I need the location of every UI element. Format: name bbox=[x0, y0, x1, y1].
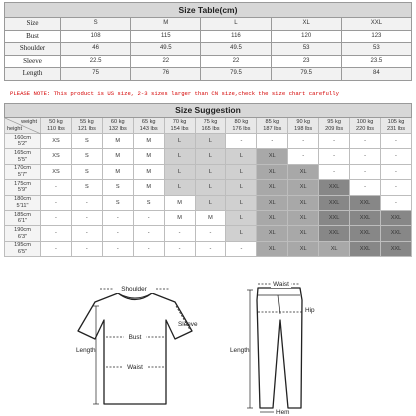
size-suggestion-cell: - bbox=[41, 195, 72, 210]
size-suggestion-cell: - bbox=[226, 134, 257, 149]
size-suggestion-cell: XXL bbox=[319, 210, 350, 225]
height-cm: 180cm bbox=[14, 196, 31, 203]
size-suggestion-cell: - bbox=[102, 226, 133, 241]
size-suggestion-cell: - bbox=[319, 164, 350, 179]
size-suggestion-cell: - bbox=[41, 241, 72, 256]
size-suggestion-cell: M bbox=[102, 164, 133, 179]
size-suggestion-cell: S bbox=[71, 180, 102, 195]
size-suggestion-cell: S bbox=[71, 149, 102, 164]
weight-kg: 100 kg bbox=[356, 119, 374, 125]
row-label-bust: Bust bbox=[5, 30, 61, 43]
size-suggestion-cell: XXL bbox=[350, 195, 381, 210]
shirt-length-label: Length bbox=[76, 347, 96, 354]
table-cell: 46 bbox=[61, 43, 131, 56]
size-column-l: L bbox=[201, 18, 271, 31]
table-cell: 53 bbox=[341, 43, 411, 56]
table-cell: 120 bbox=[271, 30, 341, 43]
size-suggestion-cell: - bbox=[257, 134, 288, 149]
table-cell: 108 bbox=[61, 30, 131, 43]
weight-header-cell bbox=[71, 118, 102, 134]
size-suggestion-cell: - bbox=[195, 226, 226, 241]
size-suggestion-cell: XL bbox=[257, 149, 288, 164]
size-suggestion-cell: L bbox=[226, 164, 257, 179]
size-suggestion-cell: XL bbox=[257, 241, 288, 256]
size-suggestion-cell: - bbox=[319, 149, 350, 164]
table-row bbox=[5, 241, 412, 256]
size-suggestion-cell: - bbox=[102, 210, 133, 225]
size-suggestion-cell: L bbox=[226, 180, 257, 195]
size-suggestion-cell: - bbox=[288, 134, 319, 149]
size-suggestion-cell: XXL bbox=[350, 226, 381, 241]
size-suggestion-cell: XL bbox=[257, 195, 288, 210]
size-suggestion-cell: XS bbox=[41, 164, 72, 179]
height-header-cell bbox=[5, 226, 41, 241]
table-cell: 75 bbox=[61, 68, 131, 81]
size-suggestion-cell: XS bbox=[41, 149, 72, 164]
weight-lbs: 220 lbs bbox=[355, 125, 375, 132]
height-header-cell bbox=[5, 180, 41, 195]
size-suggestion-cell: S bbox=[71, 164, 102, 179]
height-ft: 5'2" bbox=[17, 141, 28, 148]
weight-lbs: 154 lbs bbox=[170, 125, 189, 132]
size-suggestion-cell: L bbox=[164, 164, 195, 179]
size-column-m: M bbox=[131, 18, 201, 31]
row-label-shoulder: Shoulder bbox=[5, 43, 61, 56]
weight-lbs: 209 lbs bbox=[325, 125, 344, 132]
table-row bbox=[5, 210, 412, 225]
height-ft: 5'7" bbox=[17, 171, 28, 178]
size-suggestion-cell: - bbox=[102, 241, 133, 256]
size-suggestion-cell: M bbox=[133, 164, 164, 179]
size-table-title: Size Table(cm) bbox=[5, 3, 412, 18]
pants-waist-label: Waist bbox=[273, 281, 289, 288]
weight-header-cell bbox=[257, 118, 288, 134]
size-suggestion-cell: XXL bbox=[380, 210, 411, 225]
table-row bbox=[5, 55, 412, 68]
size-suggestion-cell: L bbox=[195, 134, 226, 149]
size-column-header: Size bbox=[5, 18, 61, 31]
weight-kg: 60 kg bbox=[110, 119, 125, 125]
row-label-sleeve: Sleeve bbox=[5, 55, 61, 68]
table-cell: 76 bbox=[131, 68, 201, 81]
sleeve-label: Sleeve bbox=[178, 321, 198, 328]
bust-label: Bust bbox=[128, 334, 142, 341]
size-suggestion-table bbox=[4, 103, 412, 257]
weight-kg: 105 kg bbox=[387, 119, 405, 125]
size-suggestion-cell: XXL bbox=[350, 210, 381, 225]
weight-height-corner bbox=[5, 118, 41, 134]
table-cell: 79.5 bbox=[201, 68, 271, 81]
size-suggestion-cell: - bbox=[380, 180, 411, 195]
size-suggestion-cell: L bbox=[226, 226, 257, 241]
size-suggestion-cell: S bbox=[71, 134, 102, 149]
height-ft: 6'1" bbox=[17, 218, 28, 225]
size-suggestion-cell: - bbox=[319, 134, 350, 149]
weight-header-cell bbox=[133, 118, 164, 134]
height-header-cell bbox=[5, 149, 41, 164]
weight-header-cell bbox=[288, 118, 319, 134]
weight-lbs: 165 lbs bbox=[201, 125, 220, 132]
tshirt-diagram bbox=[76, 284, 198, 404]
table-row bbox=[5, 43, 412, 56]
table-cell: 22 bbox=[201, 55, 271, 68]
size-suggestion-cell: - bbox=[350, 180, 381, 195]
size-suggestion-cell: - bbox=[133, 241, 164, 256]
table-row bbox=[5, 164, 412, 179]
table-cell: 79.5 bbox=[271, 68, 341, 81]
size-suggestion-cell: L bbox=[195, 180, 226, 195]
size-suggestion-cell: XL bbox=[288, 210, 319, 225]
size-column-xxl: XXL bbox=[341, 18, 411, 31]
size-suggestion-cell: L bbox=[226, 210, 257, 225]
size-suggestion-cell: XL bbox=[257, 226, 288, 241]
table-cell: 23 bbox=[271, 55, 341, 68]
hip-label: Hip bbox=[305, 307, 315, 314]
weight-kg: 50 kg bbox=[49, 119, 63, 125]
height-header-cell bbox=[5, 210, 41, 225]
size-suggestion-cell: - bbox=[350, 149, 381, 164]
weight-kg: 55 kg bbox=[80, 119, 94, 125]
size-suggestion-cell: L bbox=[226, 149, 257, 164]
size-suggestion-cell: - bbox=[195, 241, 226, 256]
size-suggestion-cell: XXL bbox=[319, 195, 350, 210]
hem-label: Hem bbox=[276, 409, 290, 416]
table-row bbox=[5, 149, 412, 164]
weight-kg: 75 kg bbox=[203, 119, 218, 125]
height-cm: 185cm bbox=[14, 211, 31, 218]
size-suggestion-cell: M bbox=[164, 210, 195, 225]
weight-lbs: 231 lbs bbox=[386, 125, 405, 132]
size-suggestion-cell: L bbox=[195, 149, 226, 164]
weight-lbs: 198 lbs bbox=[294, 125, 313, 132]
size-suggestion-cell: M bbox=[133, 180, 164, 195]
weight-header-cell bbox=[164, 118, 195, 134]
size-suggestion-cell: M bbox=[133, 134, 164, 149]
pants-length-label: Length bbox=[230, 347, 250, 354]
size-suggestion-cell: XL bbox=[319, 241, 350, 256]
table-cell: 22 bbox=[131, 55, 201, 68]
table-cell: 49.5 bbox=[201, 43, 271, 56]
size-suggestion-cell: M bbox=[164, 195, 195, 210]
size-note: PLEASE NOTE: This product is US size, 2-3 sizes larger than CN size,check the size chart carefully bbox=[10, 90, 339, 97]
height-cm: 190cm bbox=[14, 227, 31, 234]
table-row bbox=[5, 68, 412, 81]
size-column-s: S bbox=[61, 18, 131, 31]
size-suggestion-cell: - bbox=[41, 180, 72, 195]
weight-lbs: 121 lbs bbox=[77, 125, 96, 132]
weight-lbs: 187 lbs bbox=[263, 125, 282, 132]
weight-header-cell bbox=[380, 118, 411, 134]
weight-header-cell bbox=[195, 118, 226, 134]
height-ft: 5'11" bbox=[16, 202, 29, 209]
size-suggestion-cell: - bbox=[226, 241, 257, 256]
measurement-diagrams bbox=[0, 276, 416, 416]
size-suggestion-cell: M bbox=[102, 149, 133, 164]
table-row bbox=[5, 226, 412, 241]
table-cell: 84 bbox=[341, 68, 411, 81]
height-ft: 5'9" bbox=[17, 187, 28, 194]
size-suggestion-cell: XL bbox=[288, 164, 319, 179]
weight-lbs: 110 lbs bbox=[47, 125, 65, 132]
size-suggestion-cell: - bbox=[71, 241, 102, 256]
table-row bbox=[5, 30, 412, 43]
height-ft: 6'5" bbox=[17, 248, 28, 255]
table-row bbox=[5, 195, 412, 210]
size-suggestion-cell: XL bbox=[257, 164, 288, 179]
size-suggestion-cell: - bbox=[71, 226, 102, 241]
weight-kg: 70 kg bbox=[172, 119, 187, 125]
size-suggestion-cell: L bbox=[164, 180, 195, 195]
weight-kg: 95 kg bbox=[327, 119, 341, 125]
size-suggestion-cell: XL bbox=[257, 180, 288, 195]
weight-header-cell bbox=[226, 118, 257, 134]
size-suggestion-cell: L bbox=[226, 195, 257, 210]
size-suggestion-cell: XXL bbox=[380, 241, 411, 256]
size-suggestion-cell: - bbox=[350, 164, 381, 179]
size-suggestion-cell: XL bbox=[288, 241, 319, 256]
pants-diagram bbox=[230, 279, 315, 416]
size-suggestion-cell: - bbox=[41, 226, 72, 241]
size-suggestion-cell: - bbox=[71, 195, 102, 210]
height-header-cell bbox=[5, 241, 41, 256]
weight-header-cell bbox=[41, 118, 72, 134]
size-suggestion-cell: XXL bbox=[319, 226, 350, 241]
table-row bbox=[5, 134, 412, 149]
size-suggestion-cell: XS bbox=[41, 134, 72, 149]
size-suggestion-cell: M bbox=[133, 149, 164, 164]
size-suggestion-cell: L bbox=[164, 134, 195, 149]
size-suggestion-cell: L bbox=[195, 164, 226, 179]
size-suggestion-cell: - bbox=[164, 241, 195, 256]
table-cell: 53 bbox=[271, 43, 341, 56]
weight-lbs: 176 lbs bbox=[232, 125, 251, 132]
size-suggestion-cell: XXL bbox=[319, 180, 350, 195]
size-suggestion-cell: S bbox=[102, 180, 133, 195]
size-suggestion-cell: - bbox=[133, 210, 164, 225]
size-suggestion-cell: - bbox=[164, 226, 195, 241]
height-ft: 5'5" bbox=[17, 156, 28, 163]
height-cm: 170cm bbox=[14, 165, 31, 172]
corner-weight-label: weight bbox=[21, 119, 37, 125]
size-suggestion-cell: - bbox=[288, 149, 319, 164]
weight-kg: 90 kg bbox=[296, 119, 311, 125]
weight-kg: 85 kg bbox=[265, 119, 280, 125]
size-suggestion-cell: M bbox=[102, 134, 133, 149]
table-cell: 49.5 bbox=[131, 43, 201, 56]
height-cm: 175cm bbox=[14, 180, 31, 187]
size-suggestion-cell: L bbox=[164, 149, 195, 164]
size-suggestion-cell: XL bbox=[288, 195, 319, 210]
table-row bbox=[5, 180, 412, 195]
size-suggestion-cell: - bbox=[41, 210, 72, 225]
size-suggestion-cell: - bbox=[380, 164, 411, 179]
size-suggestion-cell: XXL bbox=[380, 226, 411, 241]
size-suggestion-cell: - bbox=[350, 134, 381, 149]
height-cm: 165cm bbox=[14, 150, 31, 157]
size-column-xl: XL bbox=[271, 18, 341, 31]
table-cell: 115 bbox=[131, 30, 201, 43]
size-suggestion-cell: - bbox=[380, 195, 411, 210]
weight-header-cell bbox=[102, 118, 133, 134]
table-cell: 123 bbox=[341, 30, 411, 43]
height-cm: 160cm bbox=[14, 134, 31, 141]
weight-lbs: 143 lbs bbox=[139, 125, 158, 132]
corner-height-label: height bbox=[7, 125, 22, 132]
table-cell: 116 bbox=[201, 30, 271, 43]
weight-lbs: 132 lbs bbox=[108, 125, 127, 132]
size-suggestion-cell: S bbox=[133, 195, 164, 210]
size-suggestion-cell: - bbox=[133, 226, 164, 241]
size-suggestion-cell: XL bbox=[288, 180, 319, 195]
height-ft: 6'3" bbox=[17, 233, 28, 240]
height-header-cell bbox=[5, 195, 41, 210]
shoulder-label: Shoulder bbox=[121, 286, 147, 293]
size-suggestion-cell: - bbox=[380, 134, 411, 149]
table-cell: 22.5 bbox=[61, 55, 131, 68]
size-suggestion-title: Size Suggestion bbox=[5, 104, 412, 118]
height-cm: 195cm bbox=[14, 242, 31, 249]
waist-label: Waist bbox=[127, 364, 143, 371]
weight-header-cell bbox=[350, 118, 381, 134]
size-suggestion-cell: - bbox=[71, 210, 102, 225]
size-suggestion-cell: M bbox=[195, 210, 226, 225]
table-cell: 23.5 bbox=[341, 55, 411, 68]
height-header-cell bbox=[5, 164, 41, 179]
height-header-cell bbox=[5, 134, 41, 149]
size-suggestion-cell: XL bbox=[257, 210, 288, 225]
weight-header-cell bbox=[319, 118, 350, 134]
weight-kg: 80 kg bbox=[234, 119, 249, 125]
size-suggestion-cell: XXL bbox=[350, 241, 381, 256]
size-suggestion-cell: L bbox=[195, 195, 226, 210]
size-suggestion-cell: XL bbox=[288, 226, 319, 241]
size-table bbox=[4, 2, 412, 81]
size-suggestion-cell: - bbox=[380, 149, 411, 164]
weight-kg: 65 kg bbox=[141, 119, 156, 125]
row-label-length: Length bbox=[5, 68, 61, 81]
size-suggestion-cell: S bbox=[102, 195, 133, 210]
